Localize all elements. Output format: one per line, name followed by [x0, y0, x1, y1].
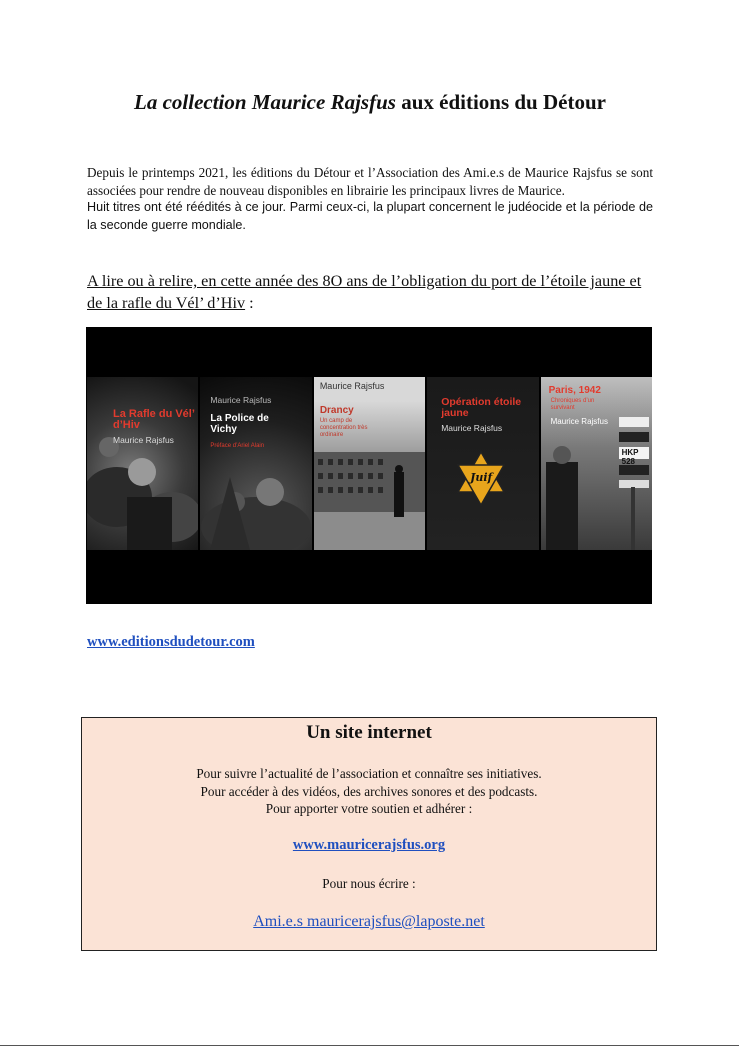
- email-link[interactable]: Ami.e.s mauricerajsfus@laposte.net: [253, 913, 485, 930]
- website-info-box: [81, 717, 657, 951]
- page-title-italic: La collection Maurice Rajsfus: [134, 90, 396, 114]
- cover-preface: Préface d’Ariel Alain: [210, 443, 265, 449]
- box-line-2: Pour accéder à des vidéos, des archives sonores et des podcasts.: [200, 783, 538, 799]
- cover-author: Maurice Rajsfus: [319, 381, 385, 391]
- cover-title: Drancy: [319, 405, 354, 416]
- crowd-photo-image: [87, 377, 198, 550]
- cover-subtitle: Chroniques d’un survivant: [550, 398, 595, 411]
- box-line-3: Pour apporter votre soutien et adhérer :: [265, 801, 473, 817]
- lead-underlined: A lire ou à relire, en cette année des 8O ans de l’obligation du port de l’étoile jaune et de la rafle du Vél’ d’Hiv: [87, 272, 642, 312]
- contact-label: Pour nous écrire :: [322, 876, 416, 891]
- email-link-row: [82, 913, 656, 931]
- book-cover-police-vichy: [200, 377, 311, 550]
- editions-link[interactable]: www.editionsdudetour.com: [87, 634, 255, 650]
- book-covers-banner: [86, 327, 652, 604]
- page-title: [80, 88, 660, 116]
- cover-title: Opération étoile jaune: [441, 396, 522, 419]
- box-title: Un site internet: [306, 722, 432, 743]
- website-link-row: [82, 837, 656, 854]
- star-badge-text: Juif: [470, 471, 493, 484]
- yellow-star-icon: [427, 377, 538, 550]
- cover-title: La Police de Vichy: [210, 413, 269, 435]
- cover-subtitle: Un camp de concentration très ordinaire: [319, 418, 368, 438]
- cover-author: Maurice Rajsfus: [210, 395, 272, 405]
- cover-author: Maurice Rajsfus: [113, 435, 174, 445]
- box-line-1: Pour suivre l’actualité de l’association et connaître ses initiatives.: [196, 766, 542, 781]
- street-sign-text: HKP 528: [621, 448, 639, 466]
- drancy-building-image: [314, 377, 425, 550]
- footer-rule: [0, 1045, 739, 1046]
- intro-text: [87, 164, 653, 234]
- book-cover-drancy: [314, 377, 425, 550]
- website-link[interactable]: www.mauricerajsfus.org: [292, 837, 446, 853]
- lead-suffix: :: [245, 294, 254, 312]
- cover-title: La Rafle du Vél’ d’Hiv: [113, 408, 195, 431]
- cover-author: Maurice Rajsfus: [441, 423, 503, 433]
- cover-title: Paris, 1942: [548, 385, 601, 396]
- intro-paragraph-1: Depuis le printemps 2021, les éditions du Détour et l’Association des Ami.e.s de Maurice Rajsfus se sont associées pour rendre de nouveau disponibles en librairie les principaux livres de Maurice.: [87, 165, 653, 198]
- box-description: [82, 765, 656, 818]
- lead-text: [87, 270, 653, 314]
- page-title-rest: aux éditions du Détour: [395, 90, 606, 114]
- book-cover-rafle: [87, 377, 198, 550]
- book-cover-paris-1942: [541, 377, 652, 550]
- intro-paragraph-2: Huit titres ont été réédités à ce jour. Parmi ceux-ci, la plupart concernent le judéocide et la période de la seconde guerre mondiale.: [87, 200, 653, 232]
- cover-author: Maurice Rajsfus: [550, 417, 608, 426]
- book-cover-etoile-jaune: [427, 377, 538, 550]
